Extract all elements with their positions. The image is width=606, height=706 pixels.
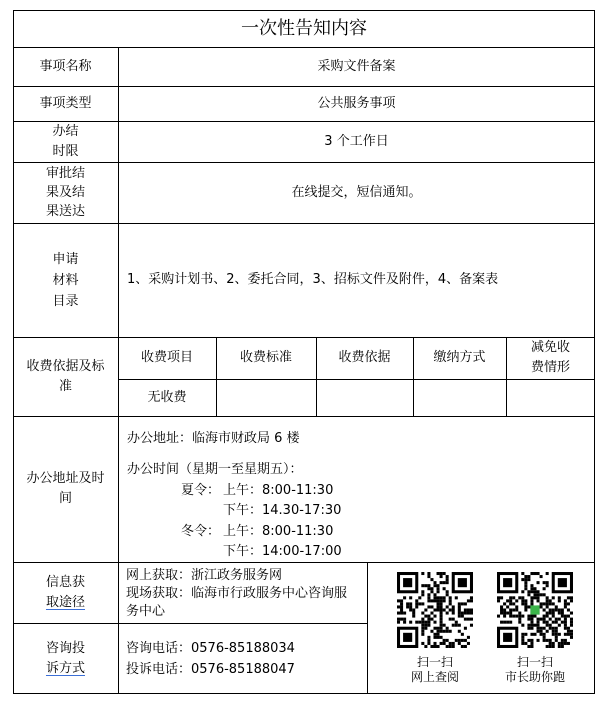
fee-header-payment: 缴纳方式: [433, 350, 486, 365]
info-onsite-line1: 现场获取：临海市行政服务中心咨询服: [126, 586, 348, 601]
result-delivery-value: 在线提交，短信通知。: [291, 184, 422, 200]
materials-label-line2: 材料: [52, 272, 79, 288]
summer-am: 上午：8:00-11:30: [223, 483, 334, 498]
winter-label: 冬令：: [181, 524, 221, 539]
materials-label-line1: 申请: [52, 251, 79, 267]
fee-header-exemption-line1: 减免收: [530, 340, 570, 355]
info-online: 网上获取：浙江政务服务网: [126, 568, 283, 583]
office-label-line1: 办公地址及时: [26, 471, 105, 486]
consult-label-line2: 诉方式: [45, 660, 85, 676]
qr-code-icon: [497, 572, 573, 648]
page-title: 一次性告知内容: [241, 17, 367, 39]
info-access-label-line1: 信息获: [45, 574, 85, 590]
info-onsite-line2: 务中心: [126, 604, 166, 619]
result-delivery-label: [13, 162, 118, 223]
qr-label-mayor-line1: 扫一扫: [516, 655, 553, 669]
qr-label-online-line1: 扫一扫: [416, 655, 453, 669]
result-delivery-label-line1: 审批结: [45, 166, 85, 181]
office-label-line2: 间: [58, 491, 72, 506]
office-hours-title: 办公时间（星期一至星期五）：: [127, 462, 303, 477]
winter-pm: 下午：14:00-17:00: [223, 544, 342, 559]
item-type-value: 公共服务事项: [317, 95, 396, 111]
result-delivery-label-line3: 果送达: [45, 204, 85, 219]
fee-header-standard: 收费标准: [239, 350, 292, 365]
summer-label: 夏令：: [181, 483, 221, 498]
time-limit-label-line2: 时限: [52, 143, 79, 159]
materials-value: 1、采购计划书、2、委托合同，3、招标文件及附件，4、备案表: [127, 272, 499, 287]
consult-phone: 咨询电话：0576-85188034: [126, 641, 295, 656]
office-address: 办公地址：临海市财政局 6 楼: [127, 431, 300, 446]
fees-label-line1: 收费依据及标: [26, 358, 105, 374]
time-limit-label: [13, 121, 118, 162]
qr-label-online: [390, 655, 480, 685]
time-limit-label-line1: 办结: [52, 123, 79, 139]
office-label: [13, 416, 118, 562]
summer-pm: 下午：14.30-17:30: [223, 503, 342, 518]
fee-header-basis: 收费依据: [338, 350, 391, 365]
winter-am: 上午：8:00-11:30: [223, 524, 334, 539]
info-access-label: [13, 562, 118, 623]
fees-label-line2: 准: [58, 378, 72, 394]
qr-label-mayor: [490, 655, 580, 685]
consult-label: [13, 623, 118, 694]
materials-label-line3: 目录: [52, 293, 79, 309]
consult-label-line1: 咨询投: [45, 640, 85, 656]
materials-label: [13, 223, 118, 337]
fee-header-exemption: [506, 337, 595, 379]
complaint-phone: 投诉电话：0576-85188047: [126, 662, 295, 677]
fee-header-item: 收费项目: [140, 350, 193, 365]
time-limit-value: 3 个工作日: [324, 133, 389, 149]
qr-code-icon: [397, 572, 473, 648]
result-delivery-label-line2: 果及结: [45, 185, 85, 200]
item-type-label: 事项类型: [39, 95, 92, 111]
info-access-label-line2: 取途径: [45, 594, 85, 610]
item-name-label: 事项名称: [39, 58, 92, 74]
qr-label-online-line2: 网上查阅: [410, 670, 459, 684]
qr-label-mayor-line2: 市长助你跑: [504, 670, 565, 684]
item-name-value: 采购文件备案: [317, 58, 396, 74]
notice-table: [13, 10, 595, 694]
fees-label: [13, 337, 118, 416]
fee-value-item: 无收费: [147, 389, 187, 405]
fee-header-exemption-line2: 费情形: [530, 360, 570, 375]
